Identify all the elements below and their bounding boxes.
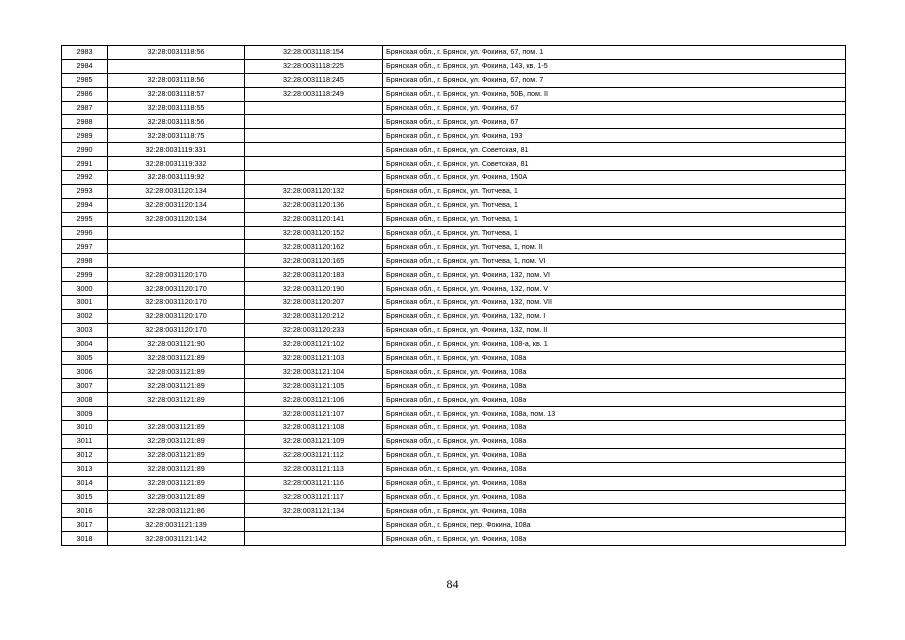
row-number-cell: 3004	[62, 337, 108, 351]
address-cell: Брянская обл., г. Брянск, ул. Фокина, 108а	[383, 351, 846, 365]
row-number-cell: 3016	[62, 504, 108, 518]
row-number-cell: 3014	[62, 476, 108, 490]
parcel-cadastral-number-cell: 32:28:0031118:55	[108, 101, 245, 115]
row-number-cell: 2988	[62, 115, 108, 129]
object-cadastral-number-cell: 32:28:0031121:105	[245, 379, 383, 393]
row-number-cell: 3011	[62, 434, 108, 448]
address-cell: Брянская обл., г. Брянск, ул. Тютчева, 1	[383, 226, 846, 240]
address-cell: Брянская обл., г. Брянск, ул. Фокина, 108-а, кв. 1	[383, 337, 846, 351]
row-number-cell: 2989	[62, 129, 108, 143]
row-number-cell: 2994	[62, 198, 108, 212]
table-row	[62, 129, 846, 143]
table-row	[62, 171, 846, 185]
parcel-cadastral-number-cell: 32:28:0031121:89	[108, 490, 245, 504]
address-cell: Брянская обл., г. Брянск, ул. Тютчева, 1	[383, 198, 846, 212]
table-row	[62, 407, 846, 421]
table-row	[62, 379, 846, 393]
table-row	[62, 337, 846, 351]
row-number-cell: 3017	[62, 518, 108, 532]
row-number-cell: 2997	[62, 240, 108, 254]
address-cell: Брянская обл., г. Брянск, ул. Фокина, 108а	[383, 476, 846, 490]
address-cell: Брянская обл., г. Брянск, ул. Фокина, 150А	[383, 171, 846, 185]
table-row	[62, 59, 846, 73]
parcel-cadastral-number-cell: 32:28:0031118:75	[108, 129, 245, 143]
row-number-cell: 2986	[62, 87, 108, 101]
object-cadastral-number-cell: 32:28:0031120:141	[245, 212, 383, 226]
parcel-cadastral-number-cell: 32:28:0031121:89	[108, 476, 245, 490]
table-row	[62, 421, 846, 435]
row-number-cell: 3010	[62, 421, 108, 435]
table-row	[62, 351, 846, 365]
row-number-cell: 3006	[62, 365, 108, 379]
parcel-cadastral-number-cell: 32:28:0031118:56	[108, 73, 245, 87]
table-row	[62, 448, 846, 462]
parcel-cadastral-number-cell: 32:28:0031120:170	[108, 309, 245, 323]
table-row	[62, 157, 846, 171]
row-number-cell: 3013	[62, 462, 108, 476]
table-row	[62, 254, 846, 268]
address-cell: Брянская обл., г. Брянск, ул. Фокина, 132, пом. VI	[383, 268, 846, 282]
address-cell: Брянская обл., г. Брянск, ул. Тютчева, 1	[383, 184, 846, 198]
object-cadastral-number-cell: 32:28:0031120:136	[245, 198, 383, 212]
address-cell: Брянская обл., г. Брянск, ул. Фокина, 108а	[383, 504, 846, 518]
address-cell: Брянская обл., г. Брянск, ул. Тютчева, 1, пом. II	[383, 240, 846, 254]
table-row	[62, 282, 846, 296]
cadastral-table	[61, 45, 846, 546]
parcel-cadastral-number-cell: 32:28:0031120:134	[108, 198, 245, 212]
address-cell: Брянская обл., г. Брянск, ул. Фокина, 108а	[383, 434, 846, 448]
object-cadastral-number-cell: 32:28:0031120:132	[245, 184, 383, 198]
parcel-cadastral-number-cell: 32:28:0031119:331	[108, 143, 245, 157]
parcel-cadastral-number-cell: 32:28:0031121:89	[108, 365, 245, 379]
table-row	[62, 462, 846, 476]
object-cadastral-number-cell: 32:28:0031121:109	[245, 434, 383, 448]
parcel-cadastral-number-cell: 32:28:0031121:89	[108, 379, 245, 393]
row-number-cell: 3003	[62, 323, 108, 337]
address-cell: Брянская обл., г. Брянск, ул. Фокина, 108а, пом. 13	[383, 407, 846, 421]
address-cell: Брянская обл., г. Брянск, ул. Тютчева, 1, пом. VI	[383, 254, 846, 268]
parcel-cadastral-number-cell: 32:28:0031120:170	[108, 282, 245, 296]
object-cadastral-number-cell: 32:28:0031120:207	[245, 296, 383, 310]
object-cadastral-number-cell: 32:28:0031121:112	[245, 448, 383, 462]
object-cadastral-number-cell: 32:28:0031118:225	[245, 59, 383, 73]
object-cadastral-number-cell: 32:28:0031118:154	[245, 46, 383, 60]
address-cell: Брянская обл., г. Брянск, ул. Фокина, 132, пом. I	[383, 309, 846, 323]
parcel-cadastral-number-cell: 32:28:0031121:89	[108, 393, 245, 407]
address-cell: Брянская обл., г. Брянск, ул. Фокина, 108а	[383, 532, 846, 546]
address-cell: Брянская обл., г. Брянск, ул. Фокина, 108а	[383, 448, 846, 462]
object-cadastral-number-cell: 32:28:0031120:152	[245, 226, 383, 240]
object-cadastral-number-cell	[245, 532, 383, 546]
address-cell: Брянская обл., г. Брянск, ул. Фокина, 67	[383, 101, 846, 115]
object-cadastral-number-cell: 32:28:0031121:113	[245, 462, 383, 476]
object-cadastral-number-cell: 32:28:0031121:117	[245, 490, 383, 504]
table-row	[62, 532, 846, 546]
address-cell: Брянская обл., г. Брянск, ул. Фокина, 193	[383, 129, 846, 143]
row-number-cell: 3012	[62, 448, 108, 462]
address-cell: Брянская обл., г. Брянск, ул. Фокина, 108а	[383, 365, 846, 379]
row-number-cell: 2999	[62, 268, 108, 282]
table-row	[62, 46, 846, 60]
object-cadastral-number-cell: 32:28:0031121:107	[245, 407, 383, 421]
object-cadastral-number-cell: 32:28:0031118:245	[245, 73, 383, 87]
address-cell: Брянская обл., г. Брянск, ул. Фокина, 132, пом. VII	[383, 296, 846, 310]
table-row	[62, 518, 846, 532]
object-cadastral-number-cell	[245, 115, 383, 129]
row-number-cell: 2996	[62, 226, 108, 240]
parcel-cadastral-number-cell: 32:28:0031121:89	[108, 434, 245, 448]
parcel-cadastral-number-cell: 32:28:0031119:92	[108, 171, 245, 185]
row-number-cell: 2993	[62, 184, 108, 198]
address-cell: Брянская обл., г. Брянск, ул. Фокина, 108а	[383, 490, 846, 504]
row-number-cell: 2984	[62, 59, 108, 73]
object-cadastral-number-cell: 32:28:0031121:116	[245, 476, 383, 490]
row-number-cell: 3001	[62, 296, 108, 310]
parcel-cadastral-number-cell: 32:28:0031120:170	[108, 323, 245, 337]
object-cadastral-number-cell: 32:28:0031120:233	[245, 323, 383, 337]
address-cell: Брянская обл., г. Брянск, ул. Фокина, 132, пом. II	[383, 323, 846, 337]
parcel-cadastral-number-cell: 32:28:0031121:142	[108, 532, 245, 546]
parcel-cadastral-number-cell	[108, 407, 245, 421]
parcel-cadastral-number-cell: 32:28:0031121:139	[108, 518, 245, 532]
table-row	[62, 240, 846, 254]
parcel-cadastral-number-cell: 32:28:0031121:89	[108, 448, 245, 462]
row-number-cell: 3008	[62, 393, 108, 407]
row-number-cell: 2990	[62, 143, 108, 157]
object-cadastral-number-cell: 32:28:0031120:190	[245, 282, 383, 296]
parcel-cadastral-number-cell: 32:28:0031119:332	[108, 157, 245, 171]
table-row	[62, 73, 846, 87]
parcel-cadastral-number-cell: 32:28:0031120:134	[108, 212, 245, 226]
object-cadastral-number-cell	[245, 143, 383, 157]
object-cadastral-number-cell	[245, 518, 383, 532]
address-cell: Брянская обл., г. Брянск, пер. Фокина, 108а	[383, 518, 846, 532]
parcel-cadastral-number-cell: 32:28:0031118:57	[108, 87, 245, 101]
row-number-cell: 3009	[62, 407, 108, 421]
table-row	[62, 365, 846, 379]
object-cadastral-number-cell: 32:28:0031121:103	[245, 351, 383, 365]
row-number-cell: 2991	[62, 157, 108, 171]
address-cell: Брянская обл., г. Брянск, ул. Фокина, 108а	[383, 393, 846, 407]
address-cell: Брянская обл., г. Брянск, ул. Тютчева, 1	[383, 212, 846, 226]
address-cell: Брянская обл., г. Брянск, ул. Фокина, 67	[383, 115, 846, 129]
table-row	[62, 434, 846, 448]
table-row	[62, 184, 846, 198]
address-cell: Брянская обл., г. Брянск, ул. Фокина, 67, пом. 1	[383, 46, 846, 60]
table-row	[62, 101, 846, 115]
row-number-cell: 3015	[62, 490, 108, 504]
address-cell: Брянская обл., г. Брянск, ул. Фокина, 108а	[383, 379, 846, 393]
row-number-cell: 2998	[62, 254, 108, 268]
row-number-cell: 2987	[62, 101, 108, 115]
object-cadastral-number-cell: 32:28:0031121:106	[245, 393, 383, 407]
table-row	[62, 323, 846, 337]
row-number-cell: 2992	[62, 171, 108, 185]
object-cadastral-number-cell: 32:28:0031121:102	[245, 337, 383, 351]
parcel-cadastral-number-cell: 32:28:0031121:86	[108, 504, 245, 518]
object-cadastral-number-cell: 32:28:0031120:183	[245, 268, 383, 282]
parcel-cadastral-number-cell	[108, 226, 245, 240]
row-number-cell: 3000	[62, 282, 108, 296]
object-cadastral-number-cell: 32:28:0031121:134	[245, 504, 383, 518]
address-cell: Брянская обл., г. Брянск, ул. Фокина, 143, кв. 1-5	[383, 59, 846, 73]
object-cadastral-number-cell	[245, 101, 383, 115]
row-number-cell: 2995	[62, 212, 108, 226]
table-row	[62, 393, 846, 407]
object-cadastral-number-cell: 32:28:0031118:249	[245, 87, 383, 101]
object-cadastral-number-cell: 32:28:0031121:104	[245, 365, 383, 379]
parcel-cadastral-number-cell: 32:28:0031121:89	[108, 351, 245, 365]
table-row	[62, 143, 846, 157]
address-cell: Брянская обл., г. Брянск, ул. Фокина, 50Б, пом. II	[383, 87, 846, 101]
row-number-cell: 3002	[62, 309, 108, 323]
table-row	[62, 115, 846, 129]
table-row	[62, 226, 846, 240]
address-cell: Брянская обл., г. Брянск, ул. Советская, 81	[383, 143, 846, 157]
table-row	[62, 268, 846, 282]
table-row	[62, 87, 846, 101]
table-body	[62, 46, 846, 546]
address-cell: Брянская обл., г. Брянск, ул. Фокина, 108а	[383, 462, 846, 476]
row-number-cell: 3007	[62, 379, 108, 393]
row-number-cell: 2985	[62, 73, 108, 87]
address-cell: Брянская обл., г. Брянск, ул. Фокина, 132, пом. V	[383, 282, 846, 296]
table-row	[62, 198, 846, 212]
parcel-cadastral-number-cell	[108, 240, 245, 254]
parcel-cadastral-number-cell: 32:28:0031120:134	[108, 184, 245, 198]
object-cadastral-number-cell	[245, 129, 383, 143]
parcel-cadastral-number-cell: 32:28:0031121:89	[108, 421, 245, 435]
object-cadastral-number-cell	[245, 171, 383, 185]
row-number-cell: 3018	[62, 532, 108, 546]
table-row	[62, 212, 846, 226]
parcel-cadastral-number-cell: 32:28:0031118:56	[108, 115, 245, 129]
table-row	[62, 504, 846, 518]
table-row	[62, 476, 846, 490]
row-number-cell: 3005	[62, 351, 108, 365]
object-cadastral-number-cell: 32:28:0031120:165	[245, 254, 383, 268]
object-cadastral-number-cell: 32:28:0031120:212	[245, 309, 383, 323]
parcel-cadastral-number-cell	[108, 59, 245, 73]
object-cadastral-number-cell: 32:28:0031121:108	[245, 421, 383, 435]
row-number-cell: 2983	[62, 46, 108, 60]
parcel-cadastral-number-cell: 32:28:0031120:170	[108, 296, 245, 310]
address-cell: Брянская обл., г. Брянск, ул. Фокина, 108а	[383, 421, 846, 435]
address-cell: Брянская обл., г. Брянск, ул. Фокина, 67, пом. 7	[383, 73, 846, 87]
parcel-cadastral-number-cell	[108, 254, 245, 268]
parcel-cadastral-number-cell: 32:28:0031120:170	[108, 268, 245, 282]
table-row	[62, 490, 846, 504]
address-cell: Брянская обл., г. Брянск, ул. Советская, 81	[383, 157, 846, 171]
parcel-cadastral-number-cell: 32:28:0031121:90	[108, 337, 245, 351]
table-row	[62, 296, 846, 310]
page-number: 84	[446, 577, 459, 591]
object-cadastral-number-cell: 32:28:0031120:162	[245, 240, 383, 254]
parcel-cadastral-number-cell: 32:28:0031118:56	[108, 46, 245, 60]
object-cadastral-number-cell	[245, 157, 383, 171]
parcel-cadastral-number-cell: 32:28:0031121:89	[108, 462, 245, 476]
table-row	[62, 309, 846, 323]
